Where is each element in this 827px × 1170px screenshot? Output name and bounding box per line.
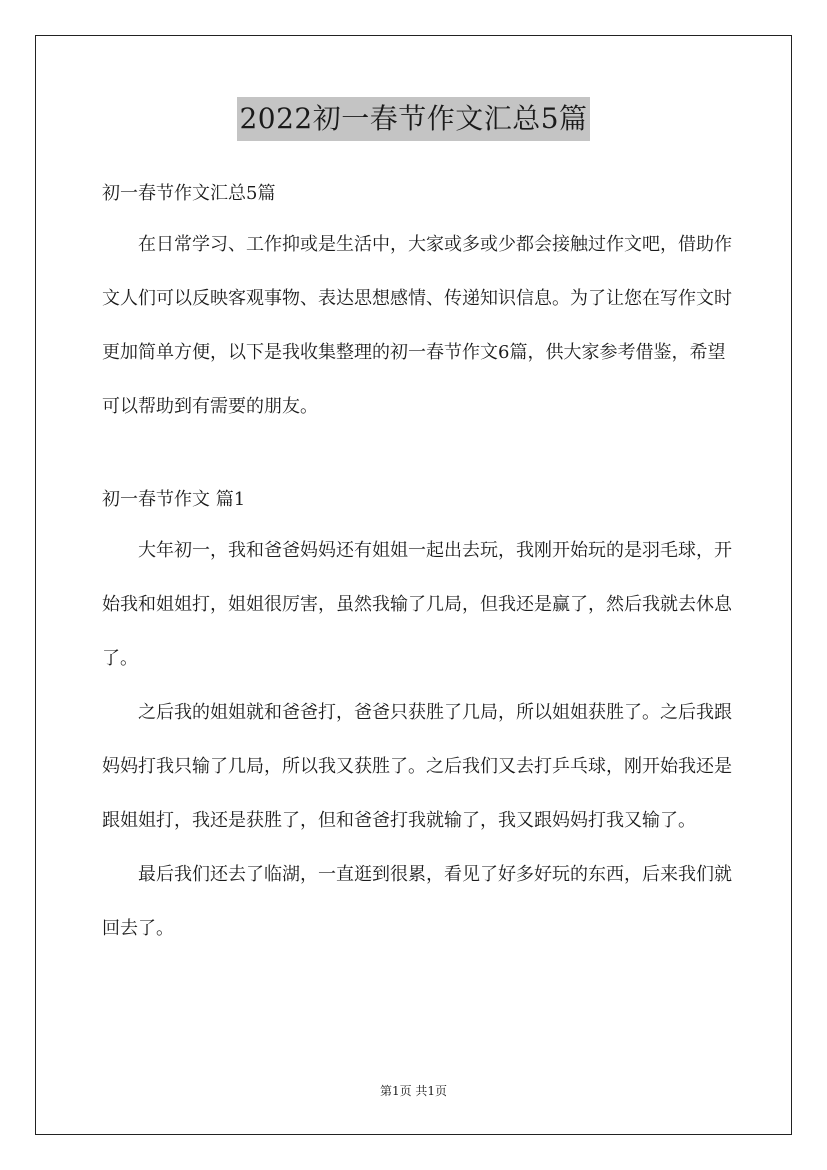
document-title: 2022初一春节作文汇总5篇: [237, 97, 589, 141]
section-paragraph-1: 大年初一，我和爸爸妈妈还有姐姐一起出去玩，我刚开始玩的是羽毛球，开始我和姐姐打，姐姐很厉害，虽然我输了几局，但我还是赢了，然后我就去休息了。: [102, 540, 732, 669]
section-paragraph-3: 最后我们还去了临湖，一直逛到很累，看见了好多好玩的东西，后来我们就回去了。: [102, 864, 732, 939]
subheading: 初一春节作文汇总5篇: [102, 183, 276, 204]
intro-paragraph: 在日常学习、工作抑或是生活中，大家或多或少都会接触过作文吧，借助作文人们可以反映客观事物、表达思想感情、传递知识信息。为了让您在写作文时更加简单方便，以下是我收集整理的初一春节作文6篇，供大家参考借鉴，希望可以帮助到有需要的朋友。: [102, 234, 732, 417]
page-footer: 第1页 共1页: [379, 1084, 448, 1098]
document-body: [102, 170, 742, 956]
section-heading: 初一春节作文 篇1: [102, 489, 246, 510]
section-gap: [102, 434, 742, 476]
section-paragraph-2: 之后我的姐姐就和爸爸打，爸爸只获胜了几局，所以姐姐获胜了。之后我跟妈妈打我只输了几局，所以我又获胜了。之后我们又去打乒乓球，刚开始我还是跟姐姐打，我还是获胜了，但和爸爸打我就输了，我又跟妈妈打我又输了。: [102, 702, 732, 831]
title-wrap: [0, 97, 827, 141]
